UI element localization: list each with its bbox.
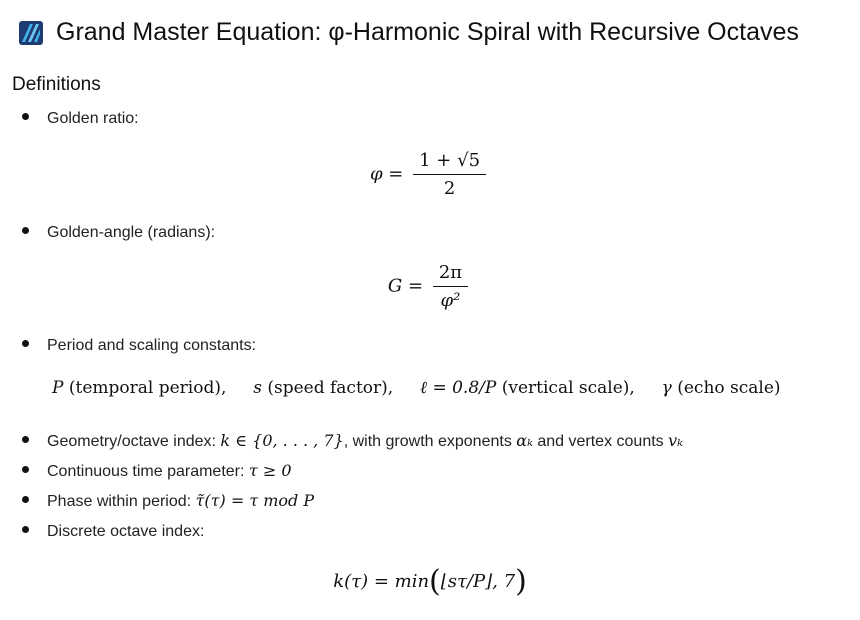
document-icon [18,20,44,46]
equation-discrete-octave: k(τ) = min(⌊sτ/P⌋, 7) [333,564,527,599]
bullet-period [22,337,256,355]
page-title: Grand Master Equation: φ-Harmonic Spiral with Recursive Octaves [56,18,799,46]
bullet-text: Golden-angle (radians): [47,224,216,241]
bullet-dot [22,227,29,234]
bullet-golden-ratio [22,110,139,128]
bullet-dot [22,496,29,503]
bullet-geometry: Geometry/octave index: k ∈ {0, . . . , 7} , with growth exponents αₖ and vertex counts vₖ [22,431,683,451]
bullet-dot [22,526,29,533]
bullet-phase: Phase within period: τ̃(τ) = τ mod P [22,491,314,511]
bullet-text: Golden ratio: [47,110,139,127]
bullet-dot [22,340,29,347]
section-heading: Definitions [12,74,101,95]
bullet-discrete: Discrete octave index: [22,523,204,541]
bullet-golden-angle [22,224,215,242]
bullet-dot [22,466,29,473]
equation-golden-angle: G = $\frac{2\pi}{\text{φ²}}$ [0,262,860,311]
bullet-dot [22,113,29,120]
equation-constants: P (temporal period), s (speed factor), ℓ = 0.8/P (vertical scale), γ (echo scale) [52,378,781,398]
equation-phi: φ = $\frac{1 + √5}{2}$ [0,150,860,199]
title-row [18,18,799,47]
bullet-text: Period and scaling constants: [47,337,257,354]
bullet-time: Continuous time parameter: τ ≥ 0 [22,461,292,481]
bullet-dot [22,436,29,443]
